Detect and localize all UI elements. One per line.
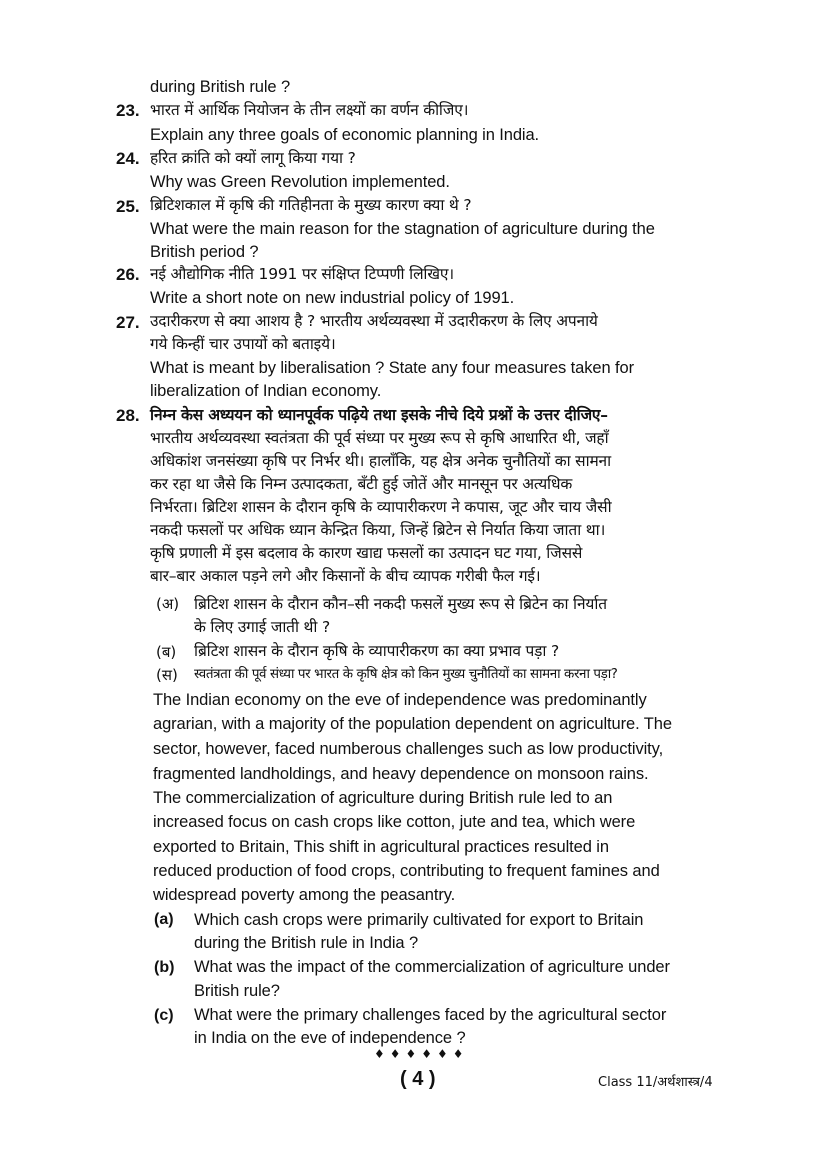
question-number-27: 27. (116, 313, 140, 332)
question-27-english-line2: liberalization of Indian economy. (150, 382, 382, 400)
english-option-label-a: (a) (154, 911, 174, 928)
hindi-question-c: स्वतंत्रता की पूर्व संध्या पर भारत के कृषि क्षेत्र को किन मुख्य चुनौतियों का सामना करना पड़ा? (194, 667, 618, 682)
case-study-hindi-line: अधिकांश जनसंख्या कृषि पर निर्भर थी। हालाँकि, यह क्षेत्र अनेक चुनौतियों का सामना (150, 452, 611, 470)
question-number-28: 28. (116, 406, 140, 425)
case-study-english-line: exported to Britain, This shift in agricultural practices resulted in (153, 838, 609, 856)
question-23-hindi: भारत में आर्थिक नियोजन के तीन लक्ष्यों का वर्णन कीजिए। (150, 101, 469, 119)
question-26-hindi: नई औद्योगिक नीति 1991 पर संक्षिप्त टिप्पणी लिखिए। (150, 265, 454, 283)
continued-question-text: during British rule ? (150, 78, 291, 96)
question-25-english-line1: What were the main reason for the stagnation of agriculture during the (150, 220, 655, 238)
english-question-a-line2: during the British rule in India ? (194, 934, 419, 952)
english-option-label-c: (c) (154, 1007, 174, 1024)
question-number-23: 23. (116, 101, 140, 120)
english-question-b-line2: British rule? (194, 982, 280, 1000)
question-26-english: Write a short note on new industrial policy of 1991. (150, 289, 515, 307)
english-question-b-line1: What was the impact of the commercialization of agriculture under (194, 958, 670, 976)
english-question-c-line2: in India on the eve of independence ? (194, 1029, 466, 1047)
question-23-english: Explain any three goals of economic planning in India. (150, 126, 540, 144)
case-study-hindi-line: भारतीय अर्थव्यवस्था स्वतंत्रता की पूर्व संध्या पर मुख्य रूप से कृषि आधारित थी, जहाँ (150, 429, 609, 447)
end-of-paper-marks: ♦♦♦♦♦♦ (374, 1047, 469, 1061)
case-study-english-line: fragmented landholdings, and heavy dependence on monsoon rains. (153, 765, 649, 783)
question-24-hindi: हरित क्रांति को क्यों लागू किया गया ? (150, 149, 356, 167)
hindi-option-label-a: (अ) (156, 595, 180, 613)
case-study-hindi-line: कृषि प्रणाली में इस बदलाव के कारण खाद्य फसलों का उत्पादन घट गया, जिससे (150, 544, 583, 562)
case-study-english-line: The commercialization of agriculture during British rule led to an (153, 789, 613, 807)
question-number-24: 24. (116, 149, 140, 168)
case-study-english-line: widespread poverty among the peasantry. (153, 886, 456, 904)
hindi-option-label-c: (स) (156, 666, 178, 684)
case-study-english-line: increased focus on cash crops like cotton, jute and tea, which were (153, 813, 636, 831)
english-option-label-b: (b) (154, 959, 175, 976)
case-study-english-line: agrarian, with a majority of the population dependent on agriculture. The (153, 715, 672, 733)
case-study-english-line: The Indian economy on the eve of independence was predominantly (153, 691, 647, 709)
question-28-instruction: निम्न केस अध्ययन को ध्यानपूर्वक पढ़िये तथा इसके नीचे दिये प्रश्नों के उत्तर दीजिए– (150, 406, 608, 424)
case-study-hindi-line: निर्भरता। ब्रिटिश शासन के दौरान कृषि के व्यापारीकरण ने कपास, जूट और चाय जैसी (150, 498, 612, 516)
case-study-hindi-line: नकदी फसलों पर अधिक ध्यान केन्द्रित किया, जिन्हें ब्रिटेन से निर्यात किया जाता था। (150, 521, 606, 539)
question-27-english-line1: What is meant by liberalisation ? State any four measures taken for (150, 359, 634, 377)
case-study-english-line: reduced production of food crops, contributing to frequent famines and (153, 862, 660, 880)
question-25-english-line2: British period ? (150, 243, 259, 261)
hindi-question-b: ब्रिटिश शासन के दौरान कृषि के व्यापारीकरण का क्या प्रभाव पड़ा ? (194, 642, 559, 660)
question-number-25: 25. (116, 197, 140, 216)
question-27-hindi-line1: उदारीकरण से क्या आशय है ? भारतीय अर्थव्यवस्था में उदारीकरण के लिए अपनाये (150, 312, 598, 330)
question-24-english: Why was Green Revolution implemented. (150, 173, 450, 191)
english-question-a-line1: Which cash crops were primarily cultivated for export to Britain (194, 911, 644, 929)
page-number: ( 4 ) (400, 1068, 436, 1090)
footer-class-code: Class 11/अर्थशास्त्र/4 (598, 1075, 713, 1090)
question-27-hindi-line2: गये किन्हीं चार उपायों को बताइये। (150, 335, 336, 353)
case-study-hindi-line: बार–बार अकाल पड़ने लगे और किसानों के बीच व्यापक गरीबी फैल गई। (150, 567, 541, 585)
hindi-question-a-line2: के लिए उगाई जाती थी ? (194, 618, 330, 636)
english-question-c-line1: What were the primary challenges faced by the agricultural sector (194, 1006, 667, 1024)
question-number-26: 26. (116, 265, 140, 284)
hindi-question-a-line1: ब्रिटिश शासन के दौरान कौन–सी नकदी फसलें मुख्य रूप से ब्रिटेन का निर्यात (194, 595, 607, 613)
case-study-hindi-line: कर रहा था जैसे कि निम्न उत्पादकता, बँटी हुई जोतें और मानसून पर अत्यधिक (150, 475, 573, 493)
question-25-hindi: ब्रिटिशकाल में कृषि की गतिहीनता के मुख्य कारण क्या थे ? (150, 196, 472, 214)
case-study-english-line: sector, however, faced numberous challenges such as low productivity, (153, 740, 664, 758)
hindi-option-label-b: (ब) (156, 643, 177, 661)
